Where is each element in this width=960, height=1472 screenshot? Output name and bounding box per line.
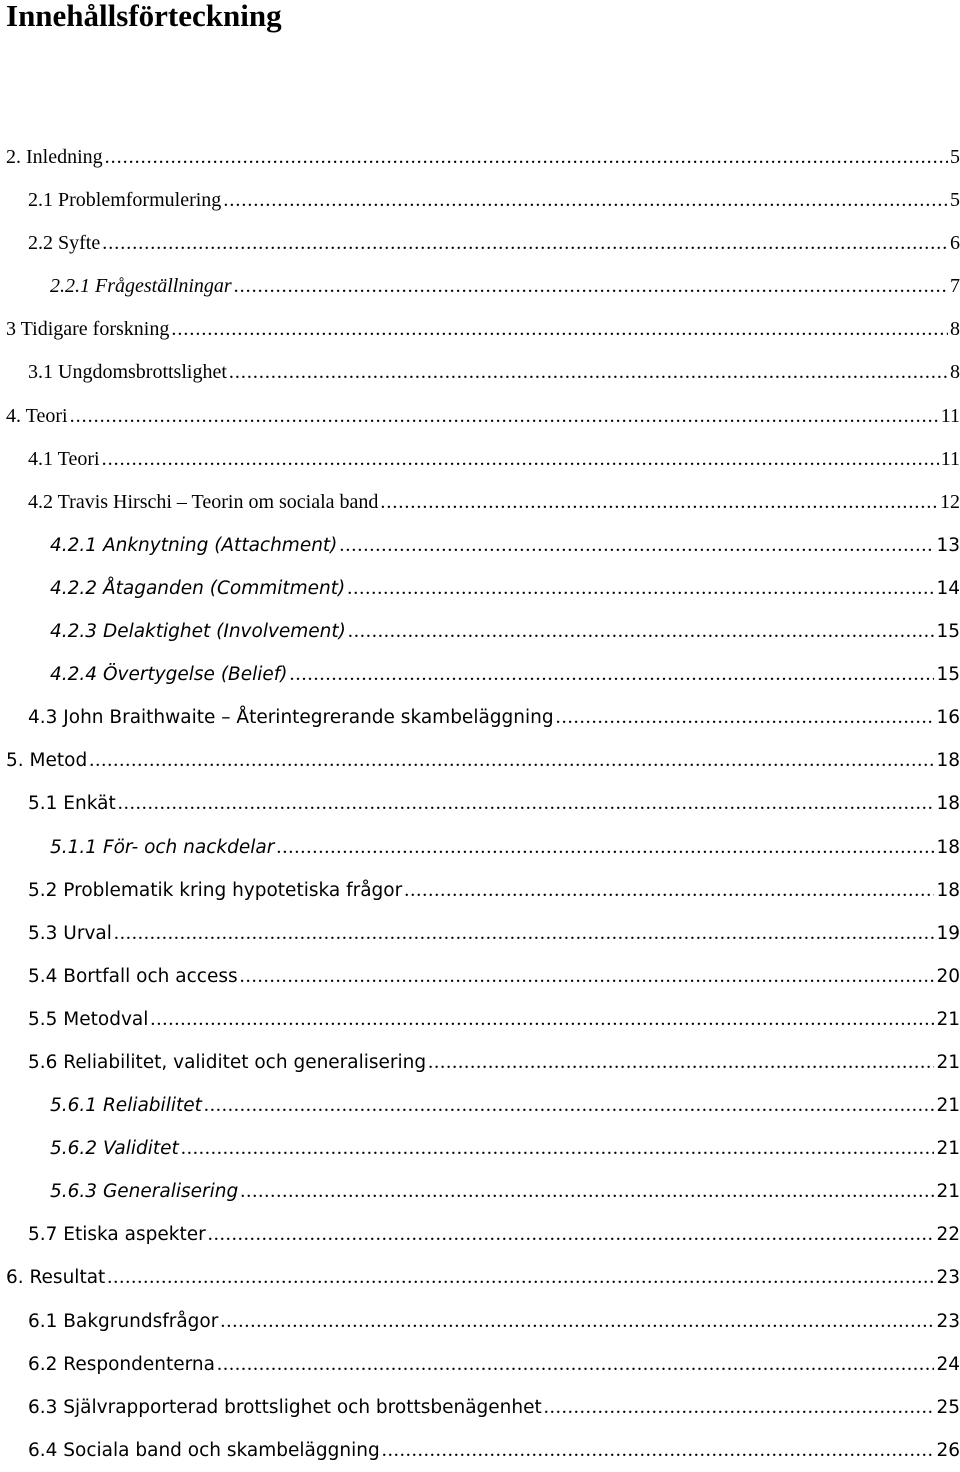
toc-entry-page-number: 18: [936, 879, 960, 901]
toc-entry[interactable]: [0, 395, 960, 438]
toc-entry-label: 2.2.1 Frågeställningar: [50, 275, 232, 298]
toc-entry[interactable]: [0, 222, 960, 265]
toc-entry[interactable]: [0, 912, 960, 955]
toc-entry-label: 5.1.1 För- och nackdelar: [50, 836, 275, 858]
toc-entry-label: 5.6 Reliabilitet, validitet och generalisering: [28, 1051, 427, 1073]
toc-entry-page-number: 11: [940, 404, 960, 427]
toc-entry-label: 4. Teori: [6, 404, 68, 427]
toc-entry-page-number: 22: [936, 1224, 960, 1246]
toc-entry-page-number: 21: [936, 1051, 960, 1073]
dot-leader: [208, 1213, 935, 1256]
toc-entry-label: 5.6.2 Validitet: [50, 1138, 179, 1160]
toc-entry[interactable]: [0, 696, 960, 739]
toc-entry-label: 4.2 Travis Hirschi – Teorin om sociala band: [28, 490, 379, 513]
toc-entry-label: 5.3 Urval: [28, 922, 112, 944]
toc-entry-page-number: 5: [950, 189, 960, 212]
toc-entry-page-number: 15: [936, 664, 960, 686]
dot-leader: [348, 610, 935, 653]
dot-leader: [234, 265, 948, 308]
toc-entry[interactable]: [0, 567, 960, 610]
dot-leader: [380, 481, 938, 524]
toc-entry[interactable]: [0, 998, 960, 1041]
toc-entry-label: 3 Tidigare forskning: [6, 318, 170, 341]
toc-entry[interactable]: [0, 179, 960, 222]
toc-entry-label: 5.5 Metodval: [28, 1008, 149, 1030]
toc-entry[interactable]: [0, 739, 960, 782]
toc-entry-label: 6.3 Självrapporterad brottslighet och brottsbenägenhet: [28, 1396, 542, 1418]
toc-entry-label: 3.1 Ungdomsbrottslighet: [28, 361, 227, 384]
toc-entry-label: 2. Inledning: [6, 146, 103, 168]
toc-entry-page-number: 25: [936, 1396, 960, 1418]
toc-entry-label: 6. Resultat: [6, 1267, 106, 1289]
toc-entry[interactable]: [0, 1386, 960, 1429]
toc-entry[interactable]: [0, 308, 960, 351]
toc-entry[interactable]: [0, 1084, 960, 1127]
dot-leader: [107, 1256, 934, 1299]
toc-entry-label: 4.2.4 Övertygelse (Belief): [50, 664, 288, 686]
toc-entry-page-number: 12: [940, 490, 960, 513]
dot-leader: [114, 912, 935, 955]
toc-entry[interactable]: [0, 653, 960, 696]
toc-entry[interactable]: [0, 1127, 960, 1170]
toc-entry-page-number: 24: [936, 1353, 960, 1375]
toc-entry-label: 6.2 Respondenterna: [28, 1353, 215, 1375]
toc-entry-page-number: 8: [950, 361, 960, 384]
toc-entry-page-number: 14: [936, 577, 960, 599]
toc-entry[interactable]: [0, 1170, 960, 1213]
toc-entry-label: 4.2.1 Anknytning (Attachment): [50, 534, 338, 556]
dot-leader: [223, 179, 948, 222]
toc-entry-page-number: 6: [950, 232, 960, 255]
toc-entry-label: 4.2.3 Delaktighet (Involvement): [50, 621, 346, 643]
toc-entry-page-number: 5: [950, 146, 960, 168]
dot-leader: [204, 1084, 935, 1127]
toc-entry-page-number: 15: [936, 621, 960, 643]
toc-entry[interactable]: [0, 782, 960, 825]
toc-entry[interactable]: [0, 524, 960, 567]
dot-leader: [171, 308, 948, 351]
dot-leader: [382, 1429, 935, 1472]
dot-leader: [556, 696, 935, 739]
toc-entry-page-number: 18: [936, 836, 960, 858]
table-of-contents: [0, 136, 960, 1472]
toc-entry-label: 5.6.1 Reliabilitet: [50, 1095, 202, 1117]
toc-entry-page-number: 21: [936, 1095, 960, 1117]
toc-entry[interactable]: [0, 136, 960, 179]
dot-leader: [428, 1041, 934, 1084]
toc-entry[interactable]: [0, 481, 960, 524]
dot-leader: [339, 524, 934, 567]
toc-entry-label: 4.3 John Braithwaite – Återintegrerande skambeläggning: [28, 707, 554, 729]
dot-leader: [240, 1170, 934, 1213]
dot-leader: [290, 653, 935, 696]
dot-leader: [102, 438, 939, 481]
toc-entry-label: 5.6.3 Generalisering: [50, 1181, 239, 1203]
toc-entry[interactable]: [0, 265, 960, 308]
toc-entry-page-number: 7: [950, 275, 960, 298]
toc-entry[interactable]: [0, 1429, 960, 1472]
toc-entry-page-number: 23: [936, 1267, 960, 1289]
toc-entry[interactable]: [0, 955, 960, 998]
dot-leader: [105, 136, 948, 179]
toc-entry-label: 6.1 Bakgrundsfrågor: [28, 1310, 219, 1332]
toc-entry-page-number: 13: [936, 534, 960, 556]
toc-entry[interactable]: [0, 869, 960, 912]
toc-entry-page-number: 18: [936, 793, 960, 815]
toc-entry-page-number: 21: [936, 1138, 960, 1160]
toc-entry-page-number: 11: [940, 447, 960, 470]
toc-entry-page-number: 26: [936, 1439, 960, 1461]
toc-entry[interactable]: [0, 610, 960, 653]
dot-leader: [89, 739, 934, 782]
toc-entry[interactable]: [0, 1300, 960, 1343]
toc-entry-page-number: 18: [936, 750, 960, 772]
toc-entry-page-number: 16: [936, 707, 960, 729]
toc-entry-label: 5.2 Problematik kring hypotetiska frågor: [28, 879, 403, 901]
dot-leader: [404, 869, 934, 912]
toc-entry-page-number: 19: [936, 922, 960, 944]
toc-entry-label: 4.2.2 Åtaganden (Commitment): [50, 577, 346, 599]
dot-leader: [217, 1343, 934, 1386]
dot-leader: [102, 222, 948, 265]
toc-entry-page-number: 21: [936, 1008, 960, 1030]
toc-entry[interactable]: [0, 1256, 960, 1299]
toc-entry-label: 2.1 Problemformulering: [28, 189, 222, 212]
toc-entry-label: 6.4 Sociala band och skambeläggning: [28, 1439, 380, 1461]
toc-entry-label: 5.7 Etiska aspekter: [28, 1224, 206, 1246]
toc-entry-label: 5. Metod: [6, 750, 88, 772]
toc-entry-page-number: 20: [936, 965, 960, 987]
dot-leader: [240, 955, 935, 998]
toc-entry-label: 5.1 Enkät: [28, 793, 116, 815]
toc-entry[interactable]: [0, 1343, 960, 1386]
dot-leader: [181, 1127, 935, 1170]
toc-entry-label: 5.4 Bortfall och access: [28, 965, 238, 987]
dot-leader: [118, 782, 935, 825]
toc-entry-label: 2.2 Syfte: [28, 232, 101, 255]
dot-leader: [70, 395, 939, 438]
toc-entry[interactable]: [0, 351, 960, 394]
toc-entry-page-number: 21: [936, 1181, 960, 1203]
page-title: Innehållsförteckning: [6, 0, 282, 33]
dot-leader: [347, 567, 934, 610]
dot-leader: [544, 1386, 935, 1429]
toc-entry[interactable]: [0, 826, 960, 869]
toc-entry-page-number: 23: [936, 1310, 960, 1332]
dot-leader: [229, 351, 948, 394]
toc-entry[interactable]: [0, 438, 960, 481]
toc-entry[interactable]: [0, 1213, 960, 1256]
toc-entry[interactable]: [0, 1041, 960, 1084]
toc-entry-page-number: 8: [950, 318, 960, 341]
dot-leader: [150, 998, 934, 1041]
dot-leader: [276, 826, 934, 869]
dot-leader: [220, 1300, 934, 1343]
toc-entry-label: 4.1 Teori: [28, 447, 100, 470]
